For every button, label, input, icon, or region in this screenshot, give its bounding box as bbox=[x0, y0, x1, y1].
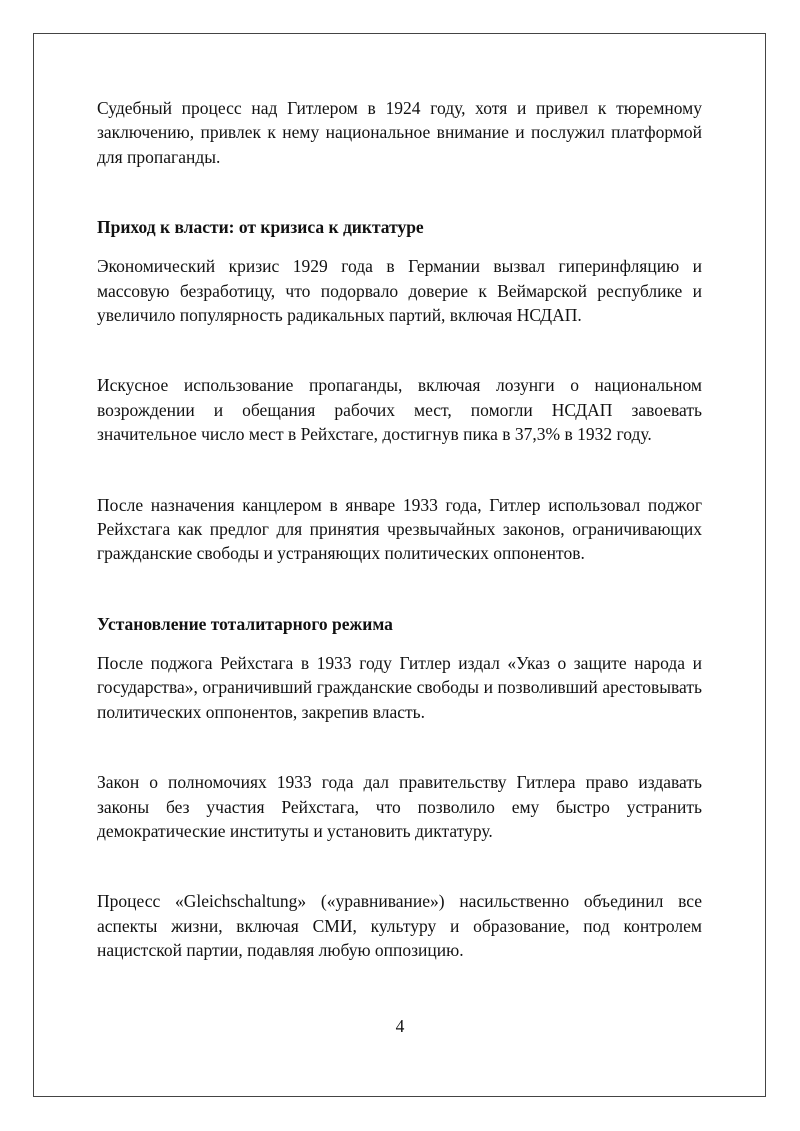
paragraph-chancellor: После назначения канцлером в январе 1933 года, Гитлер использовал поджог Рейхстага как предлог для принятия чрезвычайных законов, ограничивающих гражданские свободы и устраняющих политических оппонентов. bbox=[97, 494, 702, 564]
section-heading-rise-to-power: Приход к власти: от кризиса к диктатуре bbox=[97, 217, 424, 238]
page-number: 4 bbox=[395, 1016, 405, 1036]
paragraph-economic-crisis: Экономический кризис 1929 года в Германии вызвал гиперинфляцию и массовую безработицу, что подорвало доверие к Веймарской республике и увеличило популярность радикальных партий, включая НСДАП. bbox=[97, 256, 702, 326]
paragraph-reichstag-decree: После поджога Рейхстага в 1933 году Гитлер издал «Указ о защите народа и государства», ограничивший гражданские свободы и позволивший арестовывать политических оппонентов, закрепив власть. bbox=[97, 652, 702, 722]
paragraph-enabling-act: Закон о полномочиях 1933 года дал правительству Гитлера право издавать законы без участия Рейхстага, что позволило ему быстро устранить демократические институты и установить диктатуру. bbox=[97, 772, 702, 841]
section-heading-totalitarian-regime: Установление тоталитарного режима bbox=[97, 613, 393, 634]
paragraph-gleichschaltung: Процесс «Gleichschaltung» («уравнивание») насильственно объединил все аспекты жизни, включая СМИ, культуру и образование, под контролем нацистской партии, подавляя любую оппозицию. bbox=[97, 891, 702, 961]
document-body bbox=[97, 96, 702, 963]
paragraph-propaganda: Искусное использование пропаганды, включая лозунги о национальном возрождении и обещания рабочих мест, помогли НСДАП завоевать значительное число мест в Рейхстаге, достигнув пика в 37,3% в 1932 году. bbox=[97, 375, 702, 445]
paragraph-trial: Судебный процесс над Гитлером в 1924 году, хотя и привел к тюремному заключению, привлек к нему национальное внимание и послужил платформой для пропаганды. bbox=[97, 98, 702, 167]
